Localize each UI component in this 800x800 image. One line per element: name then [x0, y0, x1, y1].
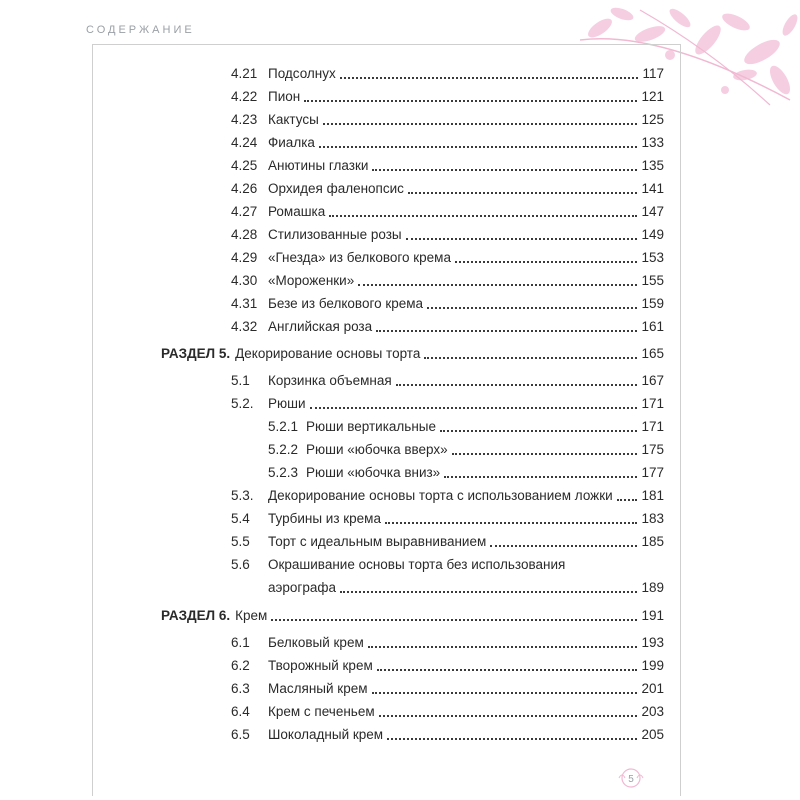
dot-leader — [455, 261, 638, 263]
dot-leader — [452, 453, 638, 455]
entry-title: Пион — [268, 89, 301, 104]
toc-entry-row — [231, 65, 664, 83]
entry-number: 6.3 — [231, 681, 250, 696]
entry-title: «Мороженки» — [268, 273, 355, 288]
entry-number: РАЗДЕЛ 5. — [161, 346, 231, 361]
dot-leader — [323, 123, 638, 125]
dot-leader — [440, 430, 637, 432]
toc-entry-row — [231, 295, 664, 313]
entry-title: Шоколадный крем — [268, 727, 384, 742]
entry-number: 5.2. — [231, 396, 254, 411]
entry-number: 6.2 — [231, 658, 250, 673]
entry-number: 4.31 — [231, 296, 258, 311]
toc-entry-row — [268, 464, 664, 482]
dot-leader — [319, 146, 638, 148]
entry-number: 4.26 — [231, 181, 258, 196]
entry-number: 4.30 — [231, 273, 258, 288]
entry-number: 5.2.1 — [268, 419, 299, 434]
dot-leader — [329, 215, 637, 217]
toc-section-row — [161, 345, 664, 363]
entry-page: 121 — [641, 89, 664, 104]
toc-entry-row — [231, 657, 664, 675]
entry-title: Рюши «юбочка вниз» — [306, 465, 441, 480]
dot-leader — [271, 619, 637, 621]
entry-page: 171 — [641, 419, 664, 434]
entry-number: 4.25 — [231, 158, 258, 173]
entry-title: Ромашка — [268, 204, 326, 219]
entry-page: 161 — [641, 319, 664, 334]
entry-title: Турбины из крема — [268, 511, 381, 526]
entry-page: 189 — [641, 580, 664, 595]
toc-entry-row — [268, 418, 664, 436]
entry-page: 171 — [641, 396, 664, 411]
entry-number: 4.22 — [231, 89, 258, 104]
toc-entry-row — [231, 180, 664, 198]
entry-page: 133 — [641, 135, 664, 150]
toc-entry-row — [231, 726, 664, 744]
entry-page: 181 — [641, 488, 664, 503]
toc-entry-row — [231, 703, 664, 721]
toc-entry-row — [231, 487, 664, 505]
toc-entry-row — [231, 111, 664, 129]
page-number-ornament — [617, 766, 645, 790]
toc-section-row — [161, 607, 664, 625]
dot-leader — [340, 591, 638, 593]
running-header: СОДЕРЖАНИЕ — [86, 24, 195, 36]
entry-title: Стилизованные розы — [268, 227, 402, 242]
entry-number: 4.32 — [231, 319, 258, 334]
dot-leader — [396, 384, 638, 386]
entry-page: 185 — [641, 534, 664, 549]
entry-title: Крем с печеньем — [268, 704, 375, 719]
dot-leader — [372, 692, 638, 694]
dot-leader — [387, 738, 637, 740]
entry-title: Безе из белкового крема — [268, 296, 424, 311]
entry-page: 125 — [641, 112, 664, 127]
toc-entry-row — [231, 203, 664, 221]
dot-leader — [377, 669, 638, 671]
dot-leader — [444, 476, 637, 478]
dot-leader — [368, 646, 638, 648]
toc-entry-row — [231, 680, 664, 698]
toc-entry-row — [231, 88, 664, 106]
entry-title: Белковый крем — [268, 635, 364, 650]
entry-page: 117 — [642, 66, 664, 81]
entry-page: 135 — [641, 158, 664, 173]
entry-title: «Гнезда» из белкового крема — [268, 250, 451, 265]
entry-page: 205 — [641, 727, 664, 742]
toc-entry-row — [231, 272, 664, 290]
entry-page: 191 — [641, 608, 664, 623]
entry-page: 165 — [641, 346, 664, 361]
entry-page: 201 — [641, 681, 664, 696]
dot-leader — [406, 238, 638, 240]
entry-number: 6.5 — [231, 727, 250, 742]
entry-title: Фиалка — [268, 135, 315, 150]
entry-page: 177 — [641, 465, 664, 480]
entry-page: 159 — [641, 296, 664, 311]
entry-number: 4.21 — [231, 66, 258, 81]
entry-title: Крем — [235, 608, 268, 623]
toc-entry-row — [231, 372, 664, 390]
entry-title: Кактусы — [268, 112, 319, 127]
toc-entry-row — [231, 226, 664, 244]
entry-page: 175 — [641, 442, 664, 457]
entry-number: 6.1 — [231, 635, 250, 650]
entry-title: Декорирование основы торта с использованием ложки — [268, 488, 613, 503]
entry-page: 147 — [641, 204, 664, 219]
toc-entry-row — [231, 533, 664, 551]
entry-number: 5.3. — [231, 488, 254, 503]
entry-title: Творожный крем — [268, 658, 373, 673]
entry-number: 5.5 — [231, 534, 250, 549]
toc-entry-row — [231, 318, 664, 336]
entry-title: Орхидея фаленопсис — [268, 181, 404, 196]
entry-page: 193 — [641, 635, 664, 650]
entry-title: Торт с идеальным выравниванием — [268, 534, 487, 549]
entry-number: 4.28 — [231, 227, 258, 242]
entry-title: аэрографа — [268, 580, 336, 595]
dot-leader — [310, 407, 638, 409]
entry-title: Корзинка объемная — [268, 373, 392, 388]
entry-number: 5.1 — [231, 373, 250, 388]
entry-number: 4.24 — [231, 135, 258, 150]
toc-entry-row — [231, 134, 664, 152]
entry-title: Анютины глазки — [268, 158, 369, 173]
dot-leader — [427, 307, 637, 309]
dot-leader — [424, 357, 637, 359]
dot-leader — [376, 330, 637, 332]
toc-entry-row — [231, 579, 664, 597]
entry-title: Рюши вертикальные — [306, 419, 437, 434]
entry-page: 155 — [641, 273, 664, 288]
entry-number: 5.2.2 — [268, 442, 299, 457]
entry-title: Рюши — [268, 396, 306, 411]
entry-page: 183 — [641, 511, 664, 526]
entry-page: 203 — [641, 704, 664, 719]
entry-page: 149 — [641, 227, 664, 242]
toc-entry-row — [231, 249, 664, 267]
dot-leader — [490, 545, 637, 547]
dot-leader — [340, 77, 638, 79]
entry-title: Декорирование основы торта — [235, 346, 421, 361]
dot-leader — [379, 715, 638, 717]
entry-number: 6.4 — [231, 704, 250, 719]
entry-number: 5.4 — [231, 511, 250, 526]
page-number: 5 — [628, 774, 634, 785]
dot-leader — [385, 522, 637, 524]
toc-entry-row — [231, 157, 664, 175]
entry-number: 4.27 — [231, 204, 258, 219]
entry-number: РАЗДЕЛ 6. — [161, 608, 231, 623]
toc-entry-row — [231, 634, 664, 652]
toc-entry-row — [231, 395, 664, 413]
entry-title: Масляный крем — [268, 681, 368, 696]
entry-number: 5.2.3 — [268, 465, 299, 480]
dot-leader — [408, 192, 638, 194]
toc-entry-row — [231, 510, 664, 528]
entry-number: 4.29 — [231, 250, 258, 265]
entry-number: 5.6 — [231, 557, 250, 572]
entry-title: Подсолнух — [268, 66, 336, 81]
toc-entry-row — [268, 441, 664, 459]
entry-page: 153 — [641, 250, 664, 265]
entry-title: Английская роза — [268, 319, 373, 334]
dot-leader — [358, 284, 637, 286]
dot-leader — [617, 499, 638, 501]
entry-page: 141 — [641, 181, 664, 196]
entry-title: Рюши «юбочка вверх» — [306, 442, 448, 457]
entry-number: 4.23 — [231, 112, 258, 127]
entry-page: 167 — [641, 373, 664, 388]
dot-leader — [372, 169, 637, 171]
entry-page: 199 — [641, 658, 664, 673]
entry-title: Окрашивание основы торта без использования — [268, 557, 566, 572]
dot-leader — [304, 100, 637, 102]
